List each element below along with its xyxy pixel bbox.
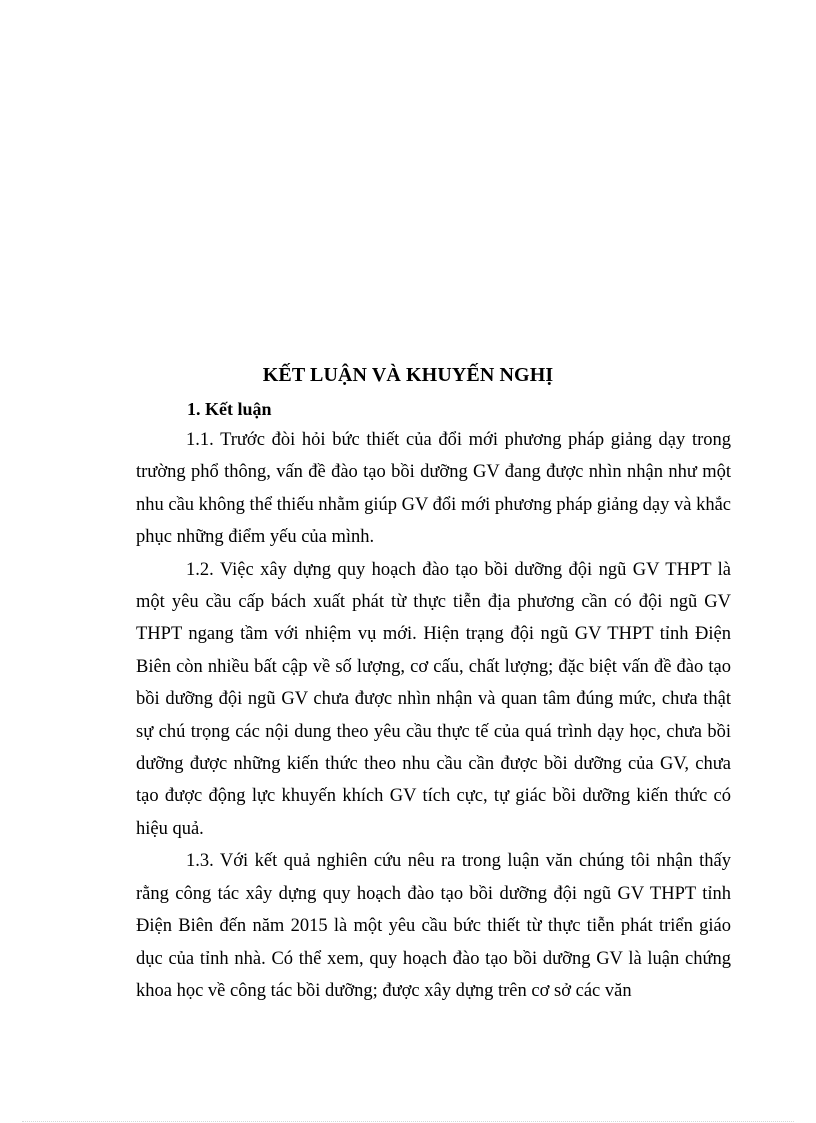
paragraph-1-2: 1.2. Việc xây dựng quy hoạch đào tạo bồi dưỡng đội ngũ GV THPT là một yêu cầu cấp bách xuất phát từ thực tiễn địa phương cần có đội ngũ GV THPT ngang tầm với nhiệm vụ mới. Hiện trạng đội ngũ GV THPT tỉnh Điện Biên còn nhiều bất cập về số lượng, cơ cấu, chất lượng; đặc biệt vấn đề đào tạo bồi dưỡng đội ngũ GV chưa được nhìn nhận và quan tâm đúng mức, chưa thật sự chú trọng các nội dung theo yêu cầu thực tế của quá trình dạy học, chưa bồi dưỡng được những kiến thức theo nhu cầu cần được bồi dưỡng của GV, chưa tạo được động lực khuyến khích GV tích cực, tự giác bồi dưỡng kiến thức có hiệu quả. [136, 559, 731, 839]
page-bottom-divider [22, 1121, 794, 1122]
paragraph-1-1: 1.1. Trước đòi hỏi bức thiết của đổi mới phương pháp giảng dạy trong trường phổ thông, vấn đề đào tạo bồi dưỡng GV đang được nhìn nhận như một nhu cầu không thể thiếu nhằm giúp GV đổi mới phương pháp giảng dạy và khắc phục những điểm yếu của mình. [136, 430, 731, 548]
section-heading: 1. Kết luận [187, 399, 272, 419]
paragraph-1-3: 1.3. Với kết quả nghiên cứu nêu ra trong luận văn chúng tôi nhận thấy rằng công tác xây dựng quy hoạch đào tạo bồi dưỡng đội ngũ GV THPT tỉnh Điện Biên đến năm 2015 là một yêu cầu bức thiết từ thực tiễn phát triển giáo dục của tỉnh nhà. Có thể xem, quy hoạch đào tạo bồi dưỡng GV là luận chứng khoa học về công tác bồi dưỡng; được xây dựng trên cơ sở các văn [136, 851, 731, 1001]
document-title: KẾT LUẬN VÀ KHUYẾN NGHỊ [262, 364, 554, 386]
body-text [136, 424, 731, 1007]
